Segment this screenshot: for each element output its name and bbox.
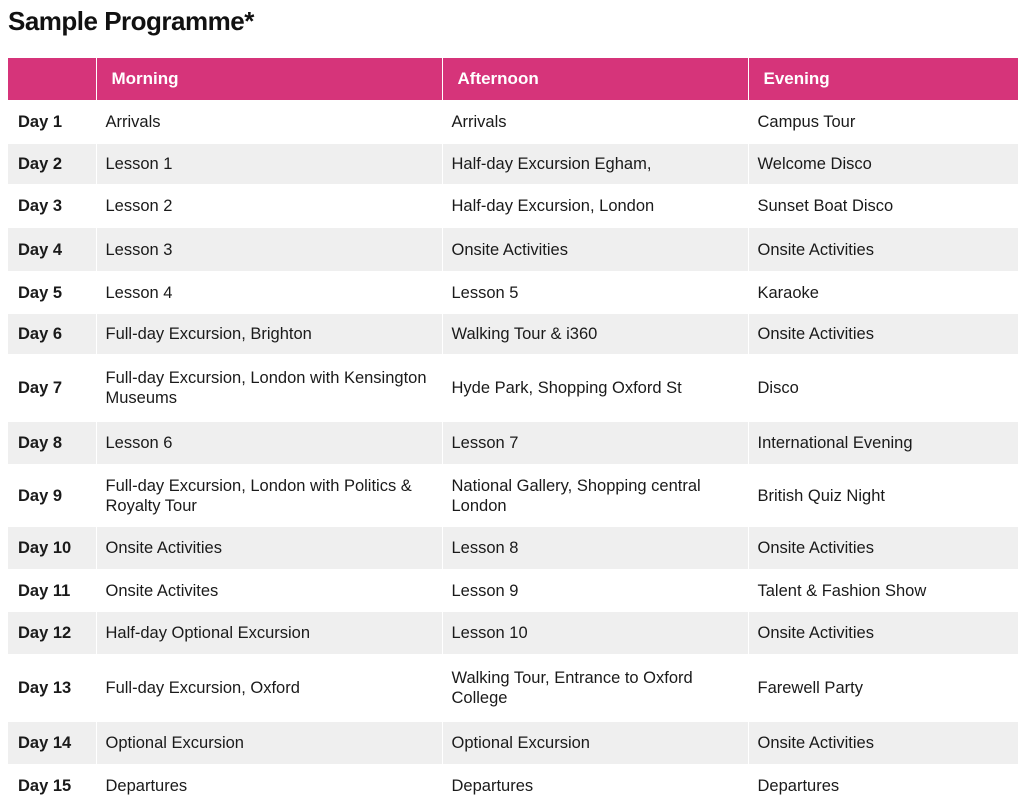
afternoon-cell: Optional Excursion — [442, 722, 748, 764]
morning-cell: Full-day Excursion, Brighton — [96, 314, 442, 354]
afternoon-cell: Lesson 9 — [442, 569, 748, 612]
afternoon-cell: Hyde Park, Shopping Oxford St — [442, 354, 748, 422]
table-row — [8, 271, 1018, 314]
day-cell: Day 3 — [8, 184, 96, 228]
morning-cell: Arrivals — [96, 100, 442, 144]
table-row — [8, 764, 1018, 807]
afternoon-cell: Lesson 7 — [442, 422, 748, 464]
table-row — [8, 422, 1018, 464]
day-cell: Day 14 — [8, 722, 96, 764]
table-row — [8, 722, 1018, 764]
day-cell: Day 12 — [8, 612, 96, 654]
programme-table — [8, 58, 1018, 807]
table-row — [8, 184, 1018, 228]
afternoon-cell: Walking Tour & i360 — [442, 314, 748, 354]
morning-cell: Lesson 2 — [96, 184, 442, 228]
header-afternoon: Afternoon — [442, 58, 748, 100]
morning-cell: Lesson 3 — [96, 228, 442, 271]
evening-cell: Departures — [748, 764, 1018, 807]
morning-cell: Onsite Activites — [96, 569, 442, 612]
morning-cell: Onsite Activities — [96, 527, 442, 569]
afternoon-cell: Lesson 8 — [442, 527, 748, 569]
afternoon-cell: Lesson 10 — [442, 612, 748, 654]
morning-cell: Departures — [96, 764, 442, 807]
header-evening: Evening — [748, 58, 1018, 100]
day-cell: Day 9 — [8, 464, 96, 527]
table-row — [8, 464, 1018, 527]
table-row — [8, 314, 1018, 354]
evening-cell: Onsite Activities — [748, 722, 1018, 764]
page-title: Sample Programme* — [8, 6, 254, 36]
day-cell: Day 7 — [8, 354, 96, 422]
evening-cell: Onsite Activities — [748, 314, 1018, 354]
evening-cell: Karaoke — [748, 271, 1018, 314]
day-cell: Day 10 — [8, 527, 96, 569]
day-cell: Day 1 — [8, 100, 96, 144]
day-cell: Day 15 — [8, 764, 96, 807]
day-cell: Day 13 — [8, 654, 96, 722]
afternoon-cell: Half-day Excursion, London — [442, 184, 748, 228]
evening-cell: Onsite Activities — [748, 228, 1018, 271]
morning-cell: Lesson 6 — [96, 422, 442, 464]
evening-cell: Disco — [748, 354, 1018, 422]
table-row — [8, 612, 1018, 654]
day-cell: Day 6 — [8, 314, 96, 354]
afternoon-cell: Onsite Activities — [442, 228, 748, 271]
evening-cell: Welcome Disco — [748, 144, 1018, 184]
day-cell: Day 11 — [8, 569, 96, 612]
evening-cell: International Evening — [748, 422, 1018, 464]
morning-cell: Lesson 1 — [96, 144, 442, 184]
table-row — [8, 654, 1018, 722]
header-day — [8, 58, 96, 100]
table-row — [8, 569, 1018, 612]
morning-cell: Full-day Excursion, London with Politics & Royalty Tour — [96, 464, 442, 527]
afternoon-cell: Departures — [442, 764, 748, 807]
morning-cell: Lesson 4 — [96, 271, 442, 314]
table-row — [8, 144, 1018, 184]
afternoon-cell: Lesson 5 — [442, 271, 748, 314]
evening-cell: British Quiz Night — [748, 464, 1018, 527]
evening-cell: Campus Tour — [748, 100, 1018, 144]
table-row — [8, 228, 1018, 271]
evening-cell: Talent & Fashion Show — [748, 569, 1018, 612]
day-cell: Day 8 — [8, 422, 96, 464]
morning-cell: Full-day Excursion, London with Kensington Museums — [96, 354, 442, 422]
table-row — [8, 527, 1018, 569]
table-header-row — [8, 58, 1018, 100]
morning-cell: Half-day Optional Excursion — [96, 612, 442, 654]
day-cell: Day 5 — [8, 271, 96, 314]
table-row — [8, 354, 1018, 422]
table-row — [8, 100, 1018, 144]
afternoon-cell: Half-day Excursion Egham, — [442, 144, 748, 184]
afternoon-cell: National Gallery, Shopping central London — [442, 464, 748, 527]
morning-cell: Full-day Excursion, Oxford — [96, 654, 442, 722]
afternoon-cell: Walking Tour, Entrance to Oxford College — [442, 654, 748, 722]
evening-cell: Onsite Activities — [748, 612, 1018, 654]
day-cell: Day 4 — [8, 228, 96, 271]
morning-cell: Optional Excursion — [96, 722, 442, 764]
day-cell: Day 2 — [8, 144, 96, 184]
afternoon-cell: Arrivals — [442, 100, 748, 144]
header-morning: Morning — [96, 58, 442, 100]
evening-cell: Sunset Boat Disco — [748, 184, 1018, 228]
evening-cell: Onsite Activities — [748, 527, 1018, 569]
evening-cell: Farewell Party — [748, 654, 1018, 722]
